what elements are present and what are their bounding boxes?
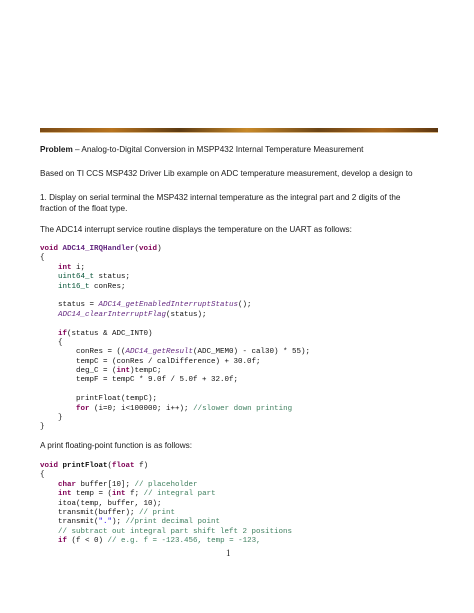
code-token: [40, 264, 58, 272]
code-token: {: [40, 254, 45, 263]
code-line: [40, 376, 310, 385]
problem-title: – Analog-to-Digital Conversion in MSPP432 Internal Temperature Measurement: [72, 145, 364, 154]
code-token: deg_C = (: [40, 367, 117, 376]
code-token: f): [134, 462, 149, 470]
code-token: (ADC_MEM0) - cal30) * 55);: [193, 348, 311, 357]
code-line: [40, 301, 310, 310]
code-token: [40, 537, 58, 545]
code-token: [40, 330, 58, 338]
code-line: [40, 414, 310, 423]
printfloat-intro: A print floating-point function is as follows:: [40, 441, 193, 450]
code-token: status;: [94, 273, 131, 282]
isr-intro: The ADC14 interrupt service routine displays the temperature on the UART as follows:: [40, 225, 352, 234]
code-token: [40, 311, 58, 319]
code-line: [40, 292, 310, 301]
code-token: [40, 283, 58, 291]
code-token: int: [112, 490, 126, 499]
code-token: {: [40, 471, 45, 480]
code-token: i;: [71, 263, 86, 272]
problem-label: Problem: [40, 145, 73, 154]
code-token: void: [40, 245, 59, 253]
code-token: [40, 490, 58, 498]
code-line: [40, 330, 310, 339]
code-line: [40, 423, 310, 432]
code-line: [40, 500, 292, 509]
code-line: [40, 462, 292, 471]
code-token: ): [157, 245, 162, 253]
code-line: [40, 471, 292, 480]
code-line: [40, 339, 310, 348]
problem-heading: [40, 144, 363, 155]
code-token: (status);: [166, 310, 207, 319]
code-token: itoa(temp, buffer, 10);: [40, 499, 162, 508]
code-token: conRes = ((: [40, 348, 126, 357]
item1-line1: 1. Display on serial terminal the MSP432 internal temperature as the integral part and 2 digits of the: [40, 193, 401, 202]
item1-line2: fraction of the float type.: [40, 204, 128, 213]
code-token: int: [58, 490, 72, 499]
code-token: // subtract out integral part shift left 2 positions: [58, 527, 293, 536]
intro-paragraph: Based on TI CCS MSP432 Driver Lib example on ADC temperature measurement, develop a design to: [40, 169, 413, 178]
code-line: [40, 254, 310, 263]
code-token: (i=0; i<100000; i++);: [89, 404, 194, 413]
code-token: printFloat(tempC);: [40, 395, 158, 404]
code-line: [40, 348, 310, 357]
code-line: [40, 509, 292, 518]
code-line: [40, 395, 310, 404]
code-token: [40, 405, 76, 413]
code-token: conRes;: [89, 282, 126, 291]
printfloat-code-block: [40, 462, 292, 547]
code-token: // placeholder: [134, 480, 198, 489]
code-line: [40, 367, 310, 376]
code-line: [40, 528, 292, 537]
code-token: f;: [125, 490, 144, 499]
code-token: }: [40, 423, 45, 432]
code-token: ADC14_getEnabledInterruptStatus: [98, 301, 239, 310]
code-token: float: [112, 462, 135, 470]
code-token: printFloat: [58, 462, 108, 470]
code-line: [40, 405, 310, 414]
code-line: [40, 518, 292, 527]
code-token: // e.g. f = -123.456, temp = -123,: [107, 537, 261, 546]
code-token: // print: [139, 508, 176, 517]
code-token: transmit(buffer);: [40, 508, 140, 517]
code-token: char: [58, 480, 77, 489]
code-line: [40, 311, 310, 320]
code-token: [40, 481, 58, 489]
code-token: {: [40, 338, 63, 347]
code-token: ".": [98, 518, 113, 527]
code-token: void: [139, 245, 158, 253]
isr-code-block: [40, 245, 310, 433]
code-token: (: [107, 462, 113, 470]
code-token: }: [40, 414, 63, 423]
code-token: int: [116, 367, 131, 376]
code-token: tempF = tempC * 9.0f / 5.0f + 32.0f;: [40, 376, 239, 385]
code-token: ADC14_getResult: [125, 348, 194, 357]
code-token: );: [112, 518, 126, 527]
code-line: [40, 490, 292, 499]
page-number: 1: [226, 548, 231, 558]
code-token: tempC = (conRes / calDifference) + 30.0f;: [40, 357, 261, 366]
code-token: ADC14_IRQHandler: [58, 245, 135, 253]
code-token: //slower down printing: [193, 404, 293, 413]
code-token: if: [58, 537, 68, 546]
code-token: status =: [40, 301, 99, 310]
code-token: //print decimal point: [125, 518, 221, 527]
code-token: transmit(: [40, 518, 99, 527]
code-line: [40, 481, 292, 490]
code-token: (f < 0): [67, 537, 108, 546]
code-token: )tempC;: [130, 367, 162, 376]
code-line: [40, 537, 292, 546]
code-token: ADC14_clearInterruptFlag: [58, 310, 167, 319]
code-token: [40, 273, 58, 281]
code-token: int: [58, 263, 72, 272]
code-token: void: [40, 462, 59, 470]
code-token: ();: [238, 301, 252, 310]
code-token: if: [58, 329, 68, 338]
code-line: [40, 273, 310, 282]
code-token: (status & ADC_INT0): [67, 329, 153, 338]
code-token: // integral part: [143, 490, 216, 499]
code-token: for: [76, 404, 90, 413]
code-line: [40, 283, 310, 292]
code-line: [40, 320, 310, 329]
code-token: temp = (: [71, 490, 113, 499]
code-line: [40, 386, 310, 395]
code-token: uint64_t: [58, 273, 95, 282]
code-token: (: [134, 245, 140, 253]
header-divider: [40, 128, 438, 132]
code-line: [40, 358, 310, 367]
code-line: [40, 245, 310, 254]
code-line: [40, 264, 310, 273]
code-token: [40, 528, 58, 536]
code-token: int16_t: [58, 282, 90, 291]
code-token: buffer[10];: [76, 480, 135, 489]
